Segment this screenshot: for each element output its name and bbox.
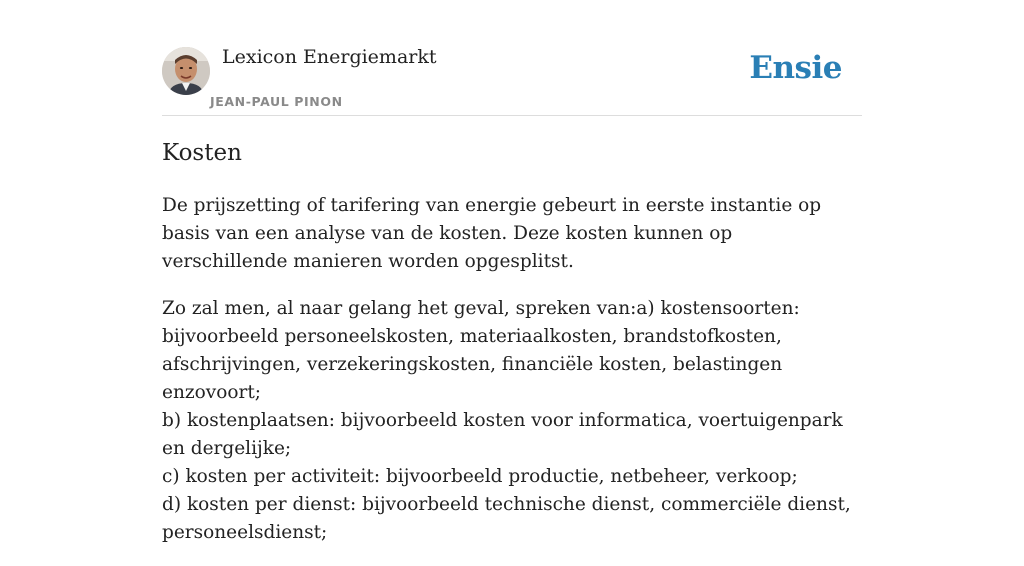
brand-logo[interactable]: Ensie [749, 50, 842, 86]
paragraph-intro: De prijszetting of tarifering van energie gebeurt in eerste instantie op basis van een analyse van de kosten. Deze kosten kunnen op verschillende manieren worden opgesplitst. [162, 195, 822, 272]
author-avatar[interactable] [162, 47, 210, 95]
article-title: Kosten [162, 140, 242, 166]
list-item: c) kosten per activiteit: bijvoorbeeld productie, netbeheer, verkoop; [162, 466, 798, 487]
paragraph-list [162, 295, 862, 547]
book-title[interactable]: Lexicon Energiemarkt [222, 46, 437, 68]
list-item: Zo zal men, al naar gelang het geval, spreken van:a) kostensoorten: bijvoorbeeld personeelskosten, materiaalkosten, brandstofkosten, afschrijvingen, verzekeringskosten, financiële kosten, belastingen enzovoort; [162, 298, 800, 403]
list-item: b) kostenplaatsen: bijvoorbeeld kosten voor informatica, voertuigenpark en dergelijke; [162, 410, 843, 459]
list-item: d) kosten per dienst: bijvoorbeeld technische dienst, commerciële dienst, personeelsdienst; [162, 494, 851, 543]
article-body [162, 192, 862, 566]
author-name[interactable]: JEAN-PAUL PINON [210, 94, 343, 109]
author-photo-icon [162, 47, 210, 95]
page [162, 0, 862, 543]
header [162, 0, 862, 116]
